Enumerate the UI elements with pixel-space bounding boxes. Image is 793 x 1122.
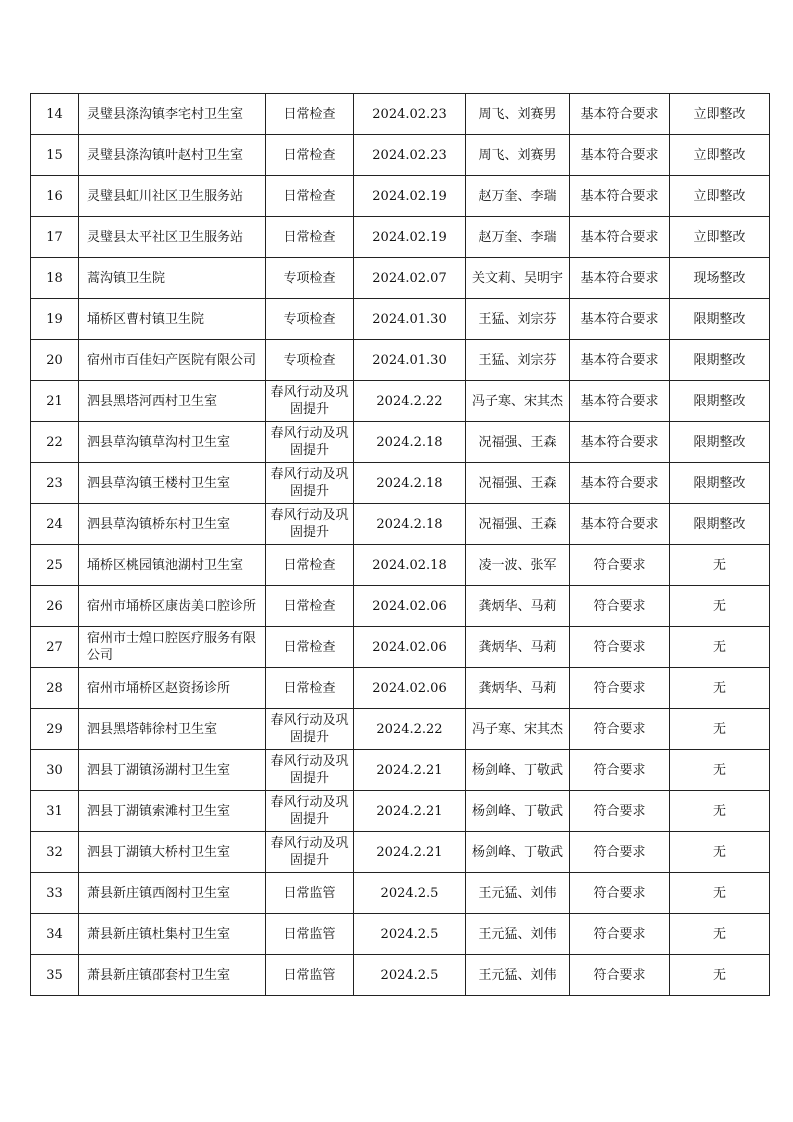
row-number-cell: 25 xyxy=(31,545,79,586)
inspection-date-cell: 2024.02.18 xyxy=(354,545,466,586)
row-number-cell: 24 xyxy=(31,504,79,545)
unit-name-cell: 萧县新庄镇邵套村卫生室 xyxy=(79,955,266,996)
inspection-result-cell: 基本符合要求 xyxy=(570,94,670,135)
unit-name-cell: 泗县丁湖镇索滩村卫生室 xyxy=(79,791,266,832)
inspectors-cell: 冯子寒、宋其杰 xyxy=(466,381,570,422)
inspectors-cell: 赵万奎、李瑞 xyxy=(466,217,570,258)
rectification-action-cell: 限期整改 xyxy=(670,299,770,340)
inspection-date-cell: 2024.2.5 xyxy=(354,955,466,996)
inspectors-cell: 况福强、王森 xyxy=(466,504,570,545)
inspection-result-cell: 基本符合要求 xyxy=(570,176,670,217)
unit-name-cell: 泗县草沟镇王楼村卫生室 xyxy=(79,463,266,504)
table-row xyxy=(31,504,770,545)
inspection-date-cell: 2024.2.21 xyxy=(354,750,466,791)
unit-name-cell: 萧县新庄镇西阁村卫生室 xyxy=(79,873,266,914)
rectification-action-cell: 限期整改 xyxy=(670,340,770,381)
table-row xyxy=(31,914,770,955)
row-number-cell: 26 xyxy=(31,586,79,627)
inspectors-cell: 杨剑峰、丁敬武 xyxy=(466,750,570,791)
row-number-cell: 21 xyxy=(31,381,79,422)
inspection-date-cell: 2024.2.5 xyxy=(354,873,466,914)
rectification-action-cell: 限期整改 xyxy=(670,381,770,422)
inspectors-cell: 冯子寒、宋其杰 xyxy=(466,709,570,750)
inspection-date-cell: 2024.2.5 xyxy=(354,914,466,955)
row-number-cell: 31 xyxy=(31,791,79,832)
inspectors-cell: 龚炳华、马莉 xyxy=(466,668,570,709)
inspection-type-cell: 日常检查 xyxy=(266,627,354,668)
unit-name-cell: 泗县黑塔河西村卫生室 xyxy=(79,381,266,422)
table-row xyxy=(31,422,770,463)
row-number-cell: 14 xyxy=(31,94,79,135)
unit-name-cell: 泗县丁湖镇汤湖村卫生室 xyxy=(79,750,266,791)
rectification-action-cell: 立即整改 xyxy=(670,217,770,258)
unit-name-cell: 宿州市埇桥区康齿美口腔诊所 xyxy=(79,586,266,627)
rectification-action-cell: 限期整改 xyxy=(670,422,770,463)
inspection-result-cell: 符合要求 xyxy=(570,586,670,627)
table-row xyxy=(31,299,770,340)
inspection-date-cell: 2024.2.18 xyxy=(354,504,466,545)
inspection-type-cell: 日常检查 xyxy=(266,586,354,627)
row-number-cell: 29 xyxy=(31,709,79,750)
inspection-type-cell: 春风行动及巩固提升 xyxy=(266,422,354,463)
inspection-result-cell: 符合要求 xyxy=(570,750,670,791)
inspection-type-cell: 春风行动及巩固提升 xyxy=(266,504,354,545)
table-body xyxy=(31,94,770,996)
table-row xyxy=(31,135,770,176)
table-row xyxy=(31,709,770,750)
rectification-action-cell: 无 xyxy=(670,873,770,914)
inspection-type-cell: 春风行动及巩固提升 xyxy=(266,832,354,873)
inspection-date-cell: 2024.02.23 xyxy=(354,94,466,135)
unit-name-cell: 泗县草沟镇桥东村卫生室 xyxy=(79,504,266,545)
rectification-action-cell: 无 xyxy=(670,545,770,586)
table-row xyxy=(31,463,770,504)
unit-name-cell: 灵璧县涤沟镇叶赵村卫生室 xyxy=(79,135,266,176)
rectification-action-cell: 立即整改 xyxy=(670,135,770,176)
inspectors-cell: 关文莉、吴明宇 xyxy=(466,258,570,299)
inspectors-cell: 周飞、刘赛男 xyxy=(466,135,570,176)
inspectors-cell: 赵万奎、李瑞 xyxy=(466,176,570,217)
rectification-action-cell: 无 xyxy=(670,709,770,750)
table-row xyxy=(31,832,770,873)
unit-name-cell: 灵璧县太平社区卫生服务站 xyxy=(79,217,266,258)
unit-name-cell: 宿州市埇桥区赵资扬诊所 xyxy=(79,668,266,709)
inspection-type-cell: 春风行动及巩固提升 xyxy=(266,381,354,422)
inspection-result-cell: 基本符合要求 xyxy=(570,422,670,463)
row-number-cell: 17 xyxy=(31,217,79,258)
table-row xyxy=(31,94,770,135)
table-row xyxy=(31,955,770,996)
unit-name-cell: 宿州市百佳妇产医院有限公司 xyxy=(79,340,266,381)
inspection-date-cell: 2024.2.22 xyxy=(354,381,466,422)
inspection-date-cell: 2024.02.07 xyxy=(354,258,466,299)
table-row xyxy=(31,340,770,381)
rectification-action-cell: 立即整改 xyxy=(670,176,770,217)
table-row xyxy=(31,750,770,791)
inspection-date-cell: 2024.01.30 xyxy=(354,340,466,381)
inspection-type-cell: 春风行动及巩固提升 xyxy=(266,709,354,750)
inspection-type-cell: 春风行动及巩固提升 xyxy=(266,463,354,504)
row-number-cell: 28 xyxy=(31,668,79,709)
inspection-result-cell: 符合要求 xyxy=(570,545,670,586)
inspection-type-cell: 日常检查 xyxy=(266,94,354,135)
inspection-type-cell: 专项检查 xyxy=(266,299,354,340)
row-number-cell: 33 xyxy=(31,873,79,914)
inspection-result-cell: 基本符合要求 xyxy=(570,299,670,340)
inspectors-cell: 杨剑峰、丁敬武 xyxy=(466,832,570,873)
inspectors-cell: 王猛、刘宗芬 xyxy=(466,340,570,381)
rectification-action-cell: 无 xyxy=(670,914,770,955)
row-number-cell: 16 xyxy=(31,176,79,217)
inspection-type-cell: 日常监管 xyxy=(266,955,354,996)
inspectors-cell: 王元猛、刘伟 xyxy=(466,873,570,914)
inspection-date-cell: 2024.01.30 xyxy=(354,299,466,340)
inspection-result-cell: 基本符合要求 xyxy=(570,258,670,299)
table-row xyxy=(31,217,770,258)
inspection-result-cell: 基本符合要求 xyxy=(570,135,670,176)
unit-name-cell: 宿州市士煌口腔医疗服务有限公司 xyxy=(79,627,266,668)
row-number-cell: 20 xyxy=(31,340,79,381)
inspection-date-cell: 2024.02.06 xyxy=(354,668,466,709)
inspection-type-cell: 日常监管 xyxy=(266,873,354,914)
table-row xyxy=(31,668,770,709)
inspection-result-cell: 基本符合要求 xyxy=(570,463,670,504)
inspection-date-cell: 2024.02.06 xyxy=(354,627,466,668)
table-row xyxy=(31,545,770,586)
table-row xyxy=(31,381,770,422)
inspection-result-cell: 符合要求 xyxy=(570,791,670,832)
inspection-result-cell: 符合要求 xyxy=(570,873,670,914)
row-number-cell: 15 xyxy=(31,135,79,176)
rectification-action-cell: 无 xyxy=(670,627,770,668)
unit-name-cell: 灵璧县虹川社区卫生服务站 xyxy=(79,176,266,217)
inspectors-cell: 王元猛、刘伟 xyxy=(466,914,570,955)
inspection-result-cell: 符合要求 xyxy=(570,832,670,873)
inspection-type-cell: 专项检查 xyxy=(266,258,354,299)
rectification-action-cell: 现场整改 xyxy=(670,258,770,299)
rectification-action-cell: 限期整改 xyxy=(670,504,770,545)
inspection-type-cell: 春风行动及巩固提升 xyxy=(266,791,354,832)
inspection-date-cell: 2024.02.23 xyxy=(354,135,466,176)
inspectors-cell: 况福强、王森 xyxy=(466,422,570,463)
unit-name-cell: 泗县黑塔韩徐村卫生室 xyxy=(79,709,266,750)
row-number-cell: 19 xyxy=(31,299,79,340)
inspection-result-cell: 符合要求 xyxy=(570,709,670,750)
inspection-date-cell: 2024.2.22 xyxy=(354,709,466,750)
inspectors-cell: 况福强、王森 xyxy=(466,463,570,504)
inspection-result-cell: 符合要求 xyxy=(570,955,670,996)
table-row xyxy=(31,258,770,299)
inspectors-cell: 周飞、刘赛男 xyxy=(466,94,570,135)
inspection-type-cell: 春风行动及巩固提升 xyxy=(266,750,354,791)
inspection-date-cell: 2024.2.18 xyxy=(354,422,466,463)
inspection-date-cell: 2024.2.21 xyxy=(354,791,466,832)
inspection-type-cell: 专项检查 xyxy=(266,340,354,381)
unit-name-cell: 蒿沟镇卫生院 xyxy=(79,258,266,299)
rectification-action-cell: 无 xyxy=(670,791,770,832)
inspection-date-cell: 2024.02.06 xyxy=(354,586,466,627)
unit-name-cell: 泗县草沟镇草沟村卫生室 xyxy=(79,422,266,463)
rectification-action-cell: 无 xyxy=(670,750,770,791)
row-number-cell: 35 xyxy=(31,955,79,996)
inspectors-cell: 王猛、刘宗芬 xyxy=(466,299,570,340)
row-number-cell: 18 xyxy=(31,258,79,299)
row-number-cell: 30 xyxy=(31,750,79,791)
inspectors-cell: 龚炳华、马莉 xyxy=(466,627,570,668)
inspection-type-cell: 日常检查 xyxy=(266,545,354,586)
inspection-result-cell: 基本符合要求 xyxy=(570,381,670,422)
rectification-action-cell: 无 xyxy=(670,832,770,873)
rectification-action-cell: 无 xyxy=(670,668,770,709)
row-number-cell: 32 xyxy=(31,832,79,873)
inspection-result-cell: 基本符合要求 xyxy=(570,504,670,545)
row-number-cell: 22 xyxy=(31,422,79,463)
inspection-type-cell: 日常检查 xyxy=(266,217,354,258)
rectification-action-cell: 立即整改 xyxy=(670,94,770,135)
row-number-cell: 23 xyxy=(31,463,79,504)
inspection-date-cell: 2024.2.18 xyxy=(354,463,466,504)
rectification-action-cell: 无 xyxy=(670,586,770,627)
inspection-type-cell: 日常检查 xyxy=(266,668,354,709)
row-number-cell: 34 xyxy=(31,914,79,955)
table-row xyxy=(31,627,770,668)
inspection-result-cell: 符合要求 xyxy=(570,914,670,955)
inspection-result-cell: 基本符合要求 xyxy=(570,340,670,381)
inspection-result-cell: 符合要求 xyxy=(570,627,670,668)
unit-name-cell: 泗县丁湖镇大桥村卫生室 xyxy=(79,832,266,873)
inspection-type-cell: 日常监管 xyxy=(266,914,354,955)
unit-name-cell: 萧县新庄镇杜集村卫生室 xyxy=(79,914,266,955)
inspection-date-cell: 2024.2.21 xyxy=(354,832,466,873)
row-number-cell: 27 xyxy=(31,627,79,668)
inspection-type-cell: 日常检查 xyxy=(266,135,354,176)
inspection-type-cell: 日常检查 xyxy=(266,176,354,217)
unit-name-cell: 灵璧县涤沟镇李宅村卫生室 xyxy=(79,94,266,135)
inspection-date-cell: 2024.02.19 xyxy=(354,217,466,258)
table-row xyxy=(31,873,770,914)
table-row xyxy=(31,586,770,627)
inspectors-cell: 龚炳华、马莉 xyxy=(466,586,570,627)
unit-name-cell: 埇桥区曹村镇卫生院 xyxy=(79,299,266,340)
inspection-date-cell: 2024.02.19 xyxy=(354,176,466,217)
rectification-action-cell: 无 xyxy=(670,955,770,996)
inspection-table xyxy=(30,93,770,996)
inspectors-cell: 杨剑峰、丁敬武 xyxy=(466,791,570,832)
inspection-result-cell: 符合要求 xyxy=(570,668,670,709)
inspectors-cell: 凌一波、张军 xyxy=(466,545,570,586)
rectification-action-cell: 限期整改 xyxy=(670,463,770,504)
unit-name-cell: 埇桥区桃园镇池湖村卫生室 xyxy=(79,545,266,586)
table-row xyxy=(31,176,770,217)
table-row xyxy=(31,791,770,832)
inspectors-cell: 王元猛、刘伟 xyxy=(466,955,570,996)
inspection-result-cell: 基本符合要求 xyxy=(570,217,670,258)
